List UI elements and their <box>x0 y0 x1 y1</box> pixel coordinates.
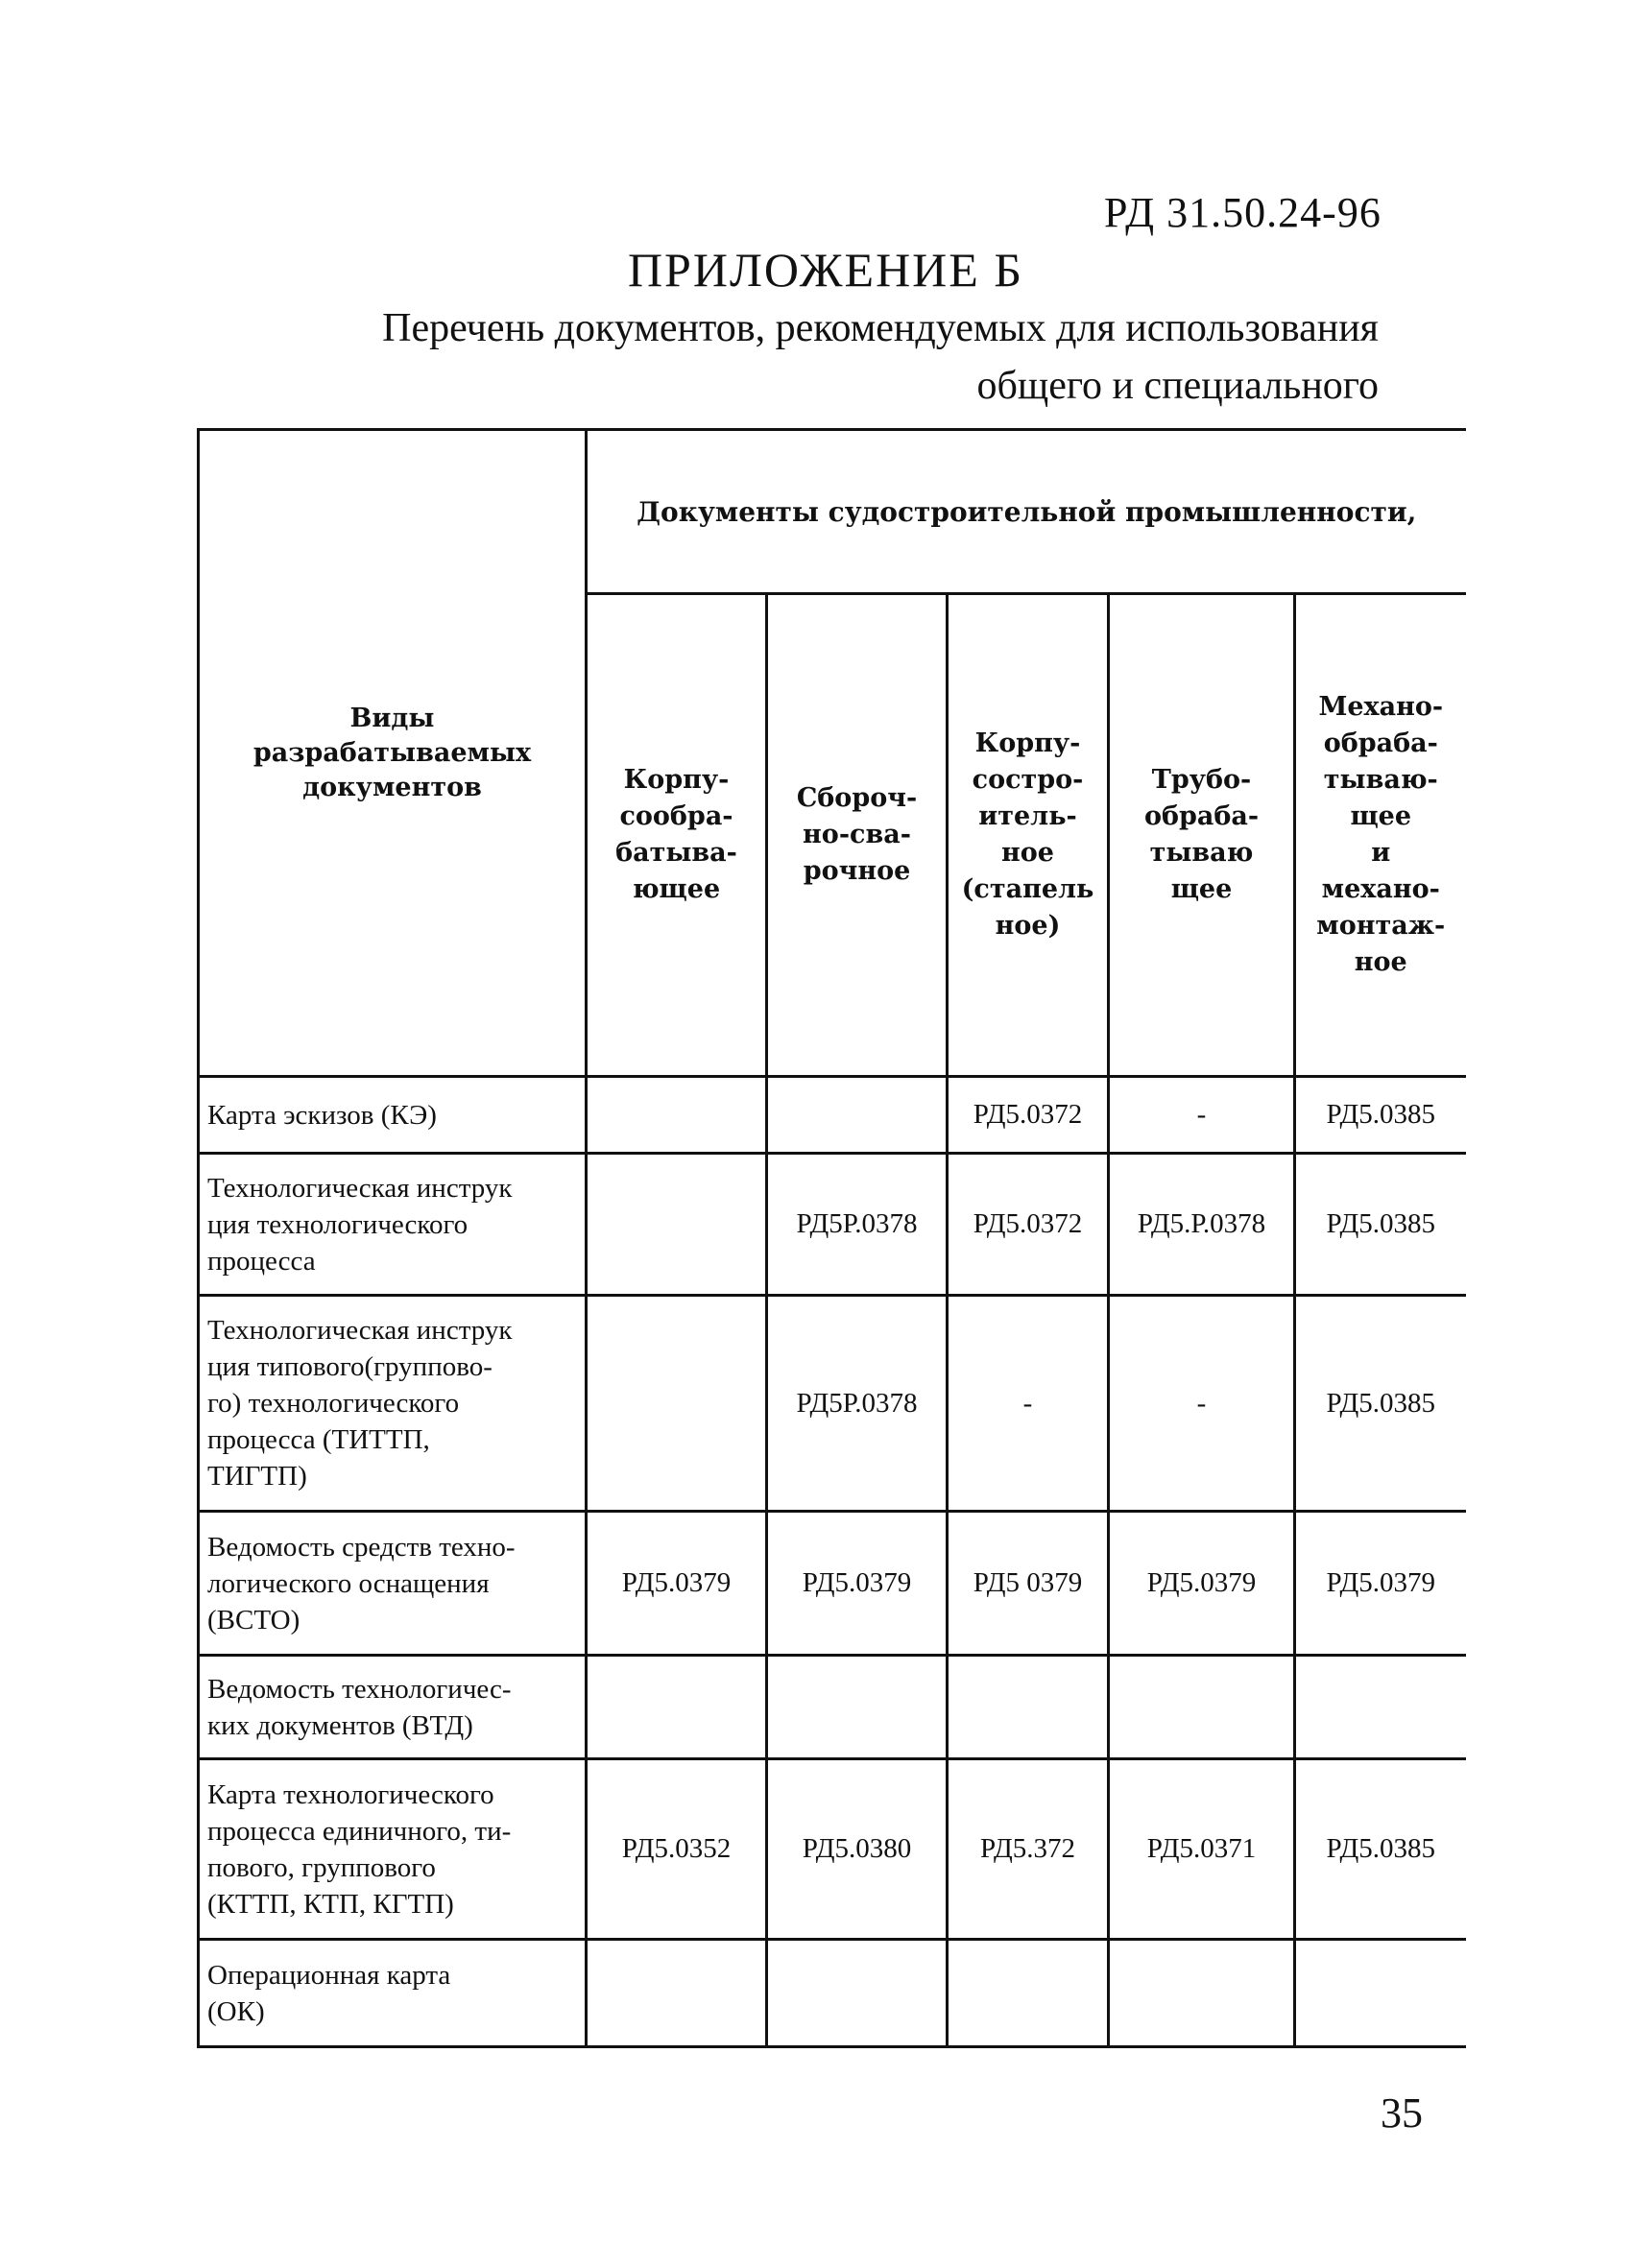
table-cell <box>587 1940 767 2047</box>
table-cell: РД5Р.0378 <box>767 1296 948 1512</box>
row-label: Технологическая инструк ция технологического процесса <box>199 1154 587 1296</box>
table-row <box>199 1656 1466 1759</box>
table-row <box>199 1512 1466 1656</box>
table-cell <box>1295 1940 1466 2047</box>
table-cell: - <box>1109 1296 1295 1512</box>
column-group-header: Документы судостроительной промышленности, <box>587 430 1466 594</box>
row-label: Карта эскизов (КЭ) <box>199 1077 587 1154</box>
table-cell <box>587 1656 767 1759</box>
table-cell <box>1109 1940 1295 2047</box>
table-cell: РД5.0379 <box>1109 1512 1295 1656</box>
table-cell <box>587 1296 767 1512</box>
row-label: Технологическая инструк ция типового(группово- го) технологического процесса (ТИТТП, ТИГТП) <box>199 1296 587 1512</box>
table-cell: РД5.0372 <box>948 1154 1109 1296</box>
row-label: Ведомость технологичес- ких документов (ВТД) <box>199 1656 587 1759</box>
appendix-subtitle <box>192 299 1379 415</box>
table-cell: РД5.0385 <box>1295 1759 1466 1940</box>
table-cell: РД5.372 <box>948 1759 1109 1940</box>
page-number: 35 <box>1381 2089 1423 2137</box>
table-row <box>199 1154 1466 1296</box>
table-row <box>199 1940 1466 2047</box>
table-cell: РД5.0385 <box>1295 1077 1466 1154</box>
column-header-hull-building: Корпу- состро- итель- ное (стапель ное) <box>948 594 1109 1077</box>
table-cell: РД5.0380 <box>767 1759 948 1940</box>
table-cell: РД5.0372 <box>948 1077 1109 1154</box>
column-header-document-kinds: Виды разрабатываемых документов <box>199 430 587 1077</box>
table-cell <box>767 1656 948 1759</box>
table-cell <box>587 1077 767 1154</box>
table-cell: РД5.Р.0378 <box>1109 1154 1295 1296</box>
document-code: РД 31.50.24-96 <box>1104 189 1382 236</box>
table-cell: РД5.0352 <box>587 1759 767 1940</box>
table-cell <box>767 1077 948 1154</box>
table-cell: РД5.0379 <box>767 1512 948 1656</box>
table-cell: РД5.0385 <box>1295 1154 1466 1296</box>
row-label: Ведомость средств техно- логического оснащения (ВСТО) <box>199 1512 587 1656</box>
table-cell <box>767 1940 948 2047</box>
table-cell: РД5Р.0378 <box>767 1154 948 1296</box>
table-row <box>199 1296 1466 1512</box>
subtitle-line-1: Перечень документов, рекомендуемых для использования <box>382 306 1379 350</box>
table-cell <box>1295 1656 1466 1759</box>
subtitle-line-2: общего и специального <box>976 364 1379 408</box>
column-header-pipe-processing: Трубо- обраба- тываю щее <box>1109 594 1295 1077</box>
row-label: Операционная карта (ОК) <box>199 1940 587 2047</box>
table-cell <box>948 1656 1109 1759</box>
appendix-title: ПРИЛОЖЕНИЕ Б <box>627 243 1024 297</box>
header-row-group <box>199 430 1466 594</box>
documents-table <box>197 428 1466 2048</box>
table-cell <box>1109 1656 1295 1759</box>
table-cell: - <box>1109 1077 1295 1154</box>
table-row <box>199 1759 1466 1940</box>
column-header-assembly-welding: Сбороч- но-сва- рочное <box>767 594 948 1077</box>
table-cell: РД5.0371 <box>1109 1759 1295 1940</box>
table-cell: - <box>948 1296 1109 1512</box>
column-header-machining-assembly: Механо- обраба- тываю- щее и механо- монтаж- ное <box>1295 594 1466 1077</box>
table-cell <box>587 1154 767 1296</box>
table-cell: РД5.0379 <box>587 1512 767 1656</box>
column-header-hull-processing: Корпу- сообра- батыва- ющее <box>587 594 767 1077</box>
table-cell: РД5 0379 <box>948 1512 1109 1656</box>
table-row <box>199 1077 1466 1154</box>
table-cell: РД5.0385 <box>1295 1296 1466 1512</box>
table-cell <box>948 1940 1109 2047</box>
row-label: Карта технологического процесса единичного, ти- пового, группового (КТТП, КТП, КГТП) <box>199 1759 587 1940</box>
table-cell: РД5.0379 <box>1295 1512 1466 1656</box>
